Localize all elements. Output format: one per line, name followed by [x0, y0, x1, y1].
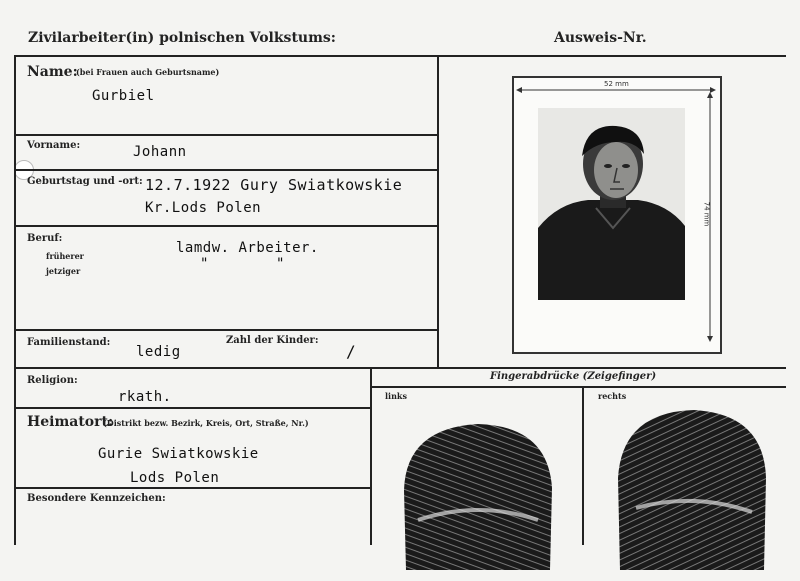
- kinder-label: Zahl der Kinder:: [226, 335, 319, 346]
- center-divider: [437, 55, 439, 367]
- left-border: [14, 55, 16, 545]
- photo-width-label: 52 mm: [604, 80, 629, 88]
- name-value: Gurbiel: [92, 88, 155, 104]
- vorname-value: Johann: [133, 144, 187, 160]
- heimatort-line1: Gurie Swiatkowskie: [98, 446, 259, 462]
- name-hint: (bei Frauen auch Geburtsname): [76, 67, 220, 77]
- familienstand-label: Familienstand:: [27, 337, 111, 348]
- beruf-label: Beruf:: [27, 233, 63, 244]
- religion-divider: [14, 367, 786, 369]
- heimatort-divider: [14, 407, 371, 409]
- portrait-photo: [538, 108, 685, 300]
- heimatort-line2: Lods Polen: [130, 470, 220, 486]
- left-fingerprint-image: [398, 420, 558, 570]
- familienstand-value: ledig: [136, 344, 181, 360]
- geburt-label: Geburtstag und -ort:: [27, 176, 143, 187]
- beruf-divider: [14, 225, 438, 227]
- vorname-divider: [14, 134, 438, 136]
- fingerprint-left-border: [370, 367, 372, 545]
- geburt-line1: 12.7.1922 Gury Swiatkowskie: [145, 176, 403, 194]
- fingerprint-center-divider: [582, 386, 584, 545]
- kennzeichen-divider: [14, 487, 371, 489]
- religion-label: Religion:: [27, 375, 78, 386]
- heimatort-label: Heimatort:: [27, 414, 114, 430]
- name-label: Name:: [27, 64, 78, 80]
- beruf-ditto-2: ": [276, 256, 285, 272]
- photo-width-arrow: [516, 86, 716, 94]
- kinder-value: /: [346, 342, 357, 361]
- fingerprint-left-label: links: [385, 391, 407, 401]
- frueherer-label: früherer: [46, 251, 84, 261]
- kennzeichen-label: Besondere Kennzeichen:: [27, 493, 166, 504]
- ausweis-label: Ausweis-Nr.: [554, 30, 647, 46]
- heimatort-hint: (Distrikt bezw. Bezirk, Kreis, Ort, Straße, Nr.): [103, 418, 309, 428]
- fingerprint-right-label: rechts: [598, 391, 627, 401]
- photo-height-label: 74 mm: [702, 201, 711, 227]
- fingerprint-title: Fingerabdrücke (Zeigefinger): [490, 371, 657, 382]
- religion-value: rkath.: [118, 389, 172, 405]
- vorname-label: Vorname:: [27, 140, 81, 151]
- jetziger-label: jetziger: [46, 266, 81, 276]
- right-fingerprint-image: [612, 408, 772, 570]
- familienstand-divider: [14, 329, 438, 331]
- beruf-ditto-1: ": [200, 256, 209, 272]
- form-title: Zivilarbeiter(in) polnischen Volkstums:: [28, 30, 336, 46]
- geburt-divider: [14, 169, 438, 171]
- header-divider: [14, 55, 786, 57]
- geburt-line2: Kr.Lods Polen: [145, 200, 262, 216]
- fingerprint-title-divider: [370, 386, 786, 388]
- beruf-value: lamdw. Arbeiter.: [176, 240, 319, 256]
